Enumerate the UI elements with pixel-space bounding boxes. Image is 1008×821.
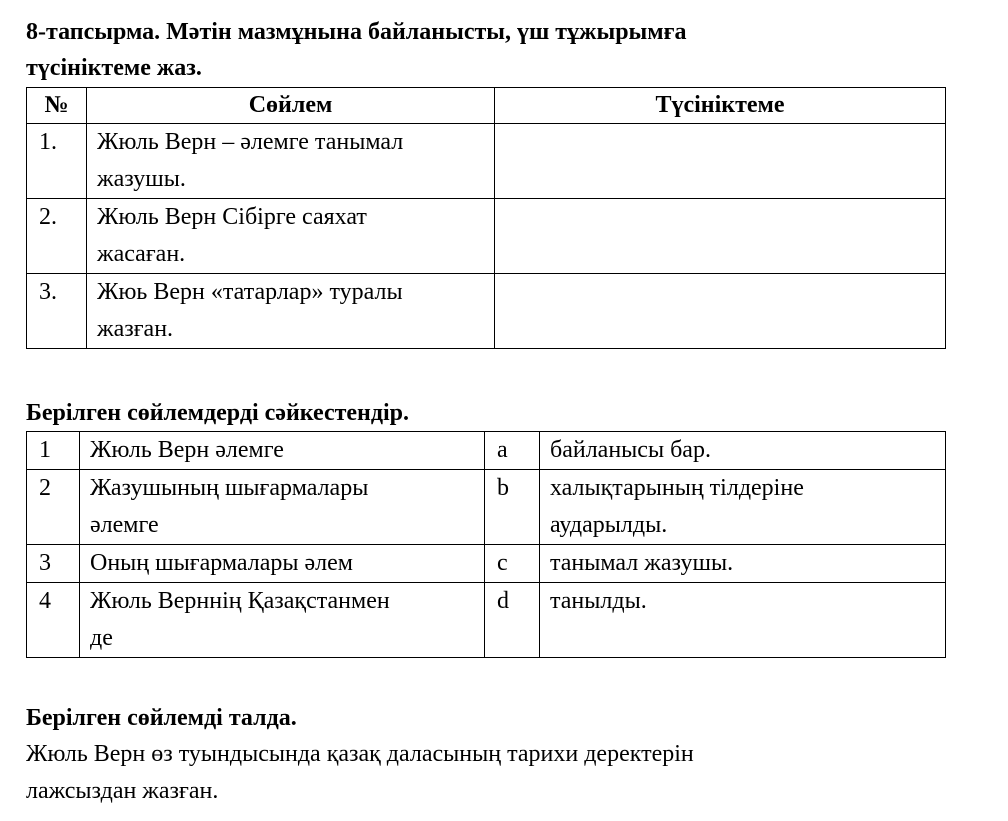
- worksheet: [26, 14, 946, 810]
- match-left-line1: Жюль Верннің Қазақстанмен: [90, 588, 390, 614]
- sentence-line1: Жюль Верн – әлемге танымал: [97, 129, 404, 155]
- row-sentence: [87, 199, 495, 274]
- match-number: 3: [27, 545, 80, 583]
- table-row: [27, 274, 946, 349]
- header-number: №: [27, 88, 87, 124]
- match-right-line1: халықтарының тілдеріне: [550, 475, 804, 501]
- comment-cell[interactable]: [495, 124, 946, 199]
- match-right: [540, 545, 946, 583]
- match-left: [80, 432, 485, 470]
- row-number: 3.: [27, 274, 87, 349]
- match-left-line1: Оның шығармалары әлем: [90, 550, 353, 576]
- table-row: [27, 199, 946, 274]
- sentence-line2: жазушы.: [97, 166, 186, 192]
- match-letter: a: [485, 432, 540, 470]
- match-number: 4: [27, 583, 80, 658]
- row-sentence: [87, 124, 495, 199]
- task8-title-line1: 8-тапсырма. Мәтін мазмұнына байланысты, үш тұжырымға: [26, 19, 687, 45]
- task8-title-line2: түсініктеме жаз.: [26, 55, 202, 81]
- table-row: [27, 545, 946, 583]
- match-table: [26, 431, 946, 658]
- row-number: 1.: [27, 124, 87, 199]
- sentence-line1: Жюль Верн Сібірге саяхат: [97, 204, 367, 230]
- match-left-line2: әлемге: [90, 512, 159, 538]
- match-number: 2: [27, 470, 80, 545]
- match-left-line2: де: [90, 625, 113, 651]
- match-letter: c: [485, 545, 540, 583]
- match-left-line1: Жазушының шығармалары: [90, 475, 369, 501]
- analyze-sentence: [26, 736, 946, 810]
- header-comment: Түсініктеме: [495, 88, 946, 124]
- match-left-line1: Жюль Верн әлемге: [90, 437, 284, 463]
- table-row: [27, 470, 946, 545]
- analyze-line2: лажсыздан жазған.: [26, 778, 219, 804]
- sentence-line2: жазған.: [97, 316, 174, 342]
- match-right-line1: байланысы бар.: [550, 437, 711, 463]
- comment-table: [26, 87, 946, 349]
- match-left: [80, 583, 485, 658]
- sentence-line1: Жюь Верн «татарлар» туралы: [97, 279, 403, 305]
- table-row: [27, 124, 946, 199]
- analyze-title: Берілген сөйлемді талда.: [26, 705, 297, 731]
- match-title: Берілген сөйлемдерді сәйкестендір.: [26, 400, 410, 426]
- match-number: 1: [27, 432, 80, 470]
- comment-table-header: [27, 88, 946, 124]
- comment-cell[interactable]: [495, 199, 946, 274]
- row-number: 2.: [27, 199, 87, 274]
- analyze-line1: Жюль Верн өз туындысында қазақ даласының тарихи деректерін: [26, 741, 694, 767]
- header-sentence: Сөйлем: [87, 88, 495, 124]
- table-row: [27, 583, 946, 658]
- match-left: [80, 470, 485, 545]
- match-letter: d: [485, 583, 540, 658]
- row-sentence: [87, 274, 495, 349]
- match-right: [540, 432, 946, 470]
- comment-cell[interactable]: [495, 274, 946, 349]
- match-letter: b: [485, 470, 540, 545]
- match-right: [540, 583, 946, 658]
- match-left: [80, 545, 485, 583]
- match-right-line1: танылды.: [550, 588, 647, 614]
- sentence-line2: жасаған.: [97, 241, 186, 267]
- match-right: [540, 470, 946, 545]
- task8-title: [26, 14, 946, 86]
- match-right-line2: аударылды.: [550, 512, 668, 538]
- match-right-line1: танымал жазушы.: [550, 550, 734, 576]
- table-row: [27, 432, 946, 470]
